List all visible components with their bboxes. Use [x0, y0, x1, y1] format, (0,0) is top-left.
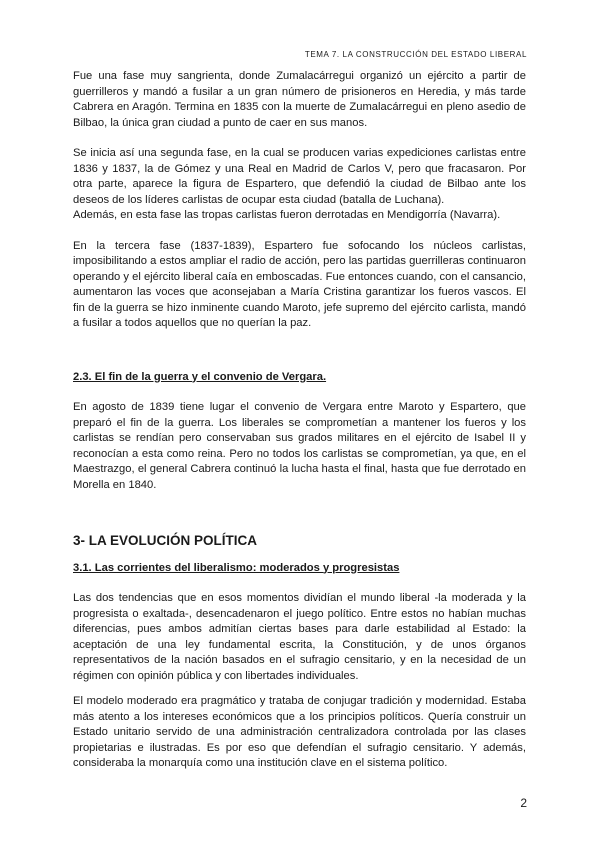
- paragraph-tendencias: Las dos tendencias que en esos momentos dividían el mundo liberal -la moderada y la progresista o exaltada-, desencadenaron el juego político. Entre estos no habían muchas diferencias, pues ambos admitían ciertas bases para darle estabilidad al Estado: la aceptación de una ley fundamental escrita, la Constitución, y de unos órganos representativos de la nación basados en el sufragio censitario, y en la necesidad de un régimen con opinión pública y con libertades individuales.: [73, 592, 526, 682]
- section-heading-evolucion-politica: 3- LA EVOLUCIÓN POLÍTICA: [73, 533, 258, 548]
- page-content: [73, 69, 526, 772]
- paragraph-mendigorria: Además, en esta fase las tropas carlistas fueron derrotadas en Mendigorría (Navarra).: [73, 209, 501, 221]
- subheading-convenio-vergara: 2.3. El fin de la guerra y el convenio de Vergara.: [73, 370, 327, 383]
- running-header: TEMA 7. LA CONSTRUCCIÓN DEL ESTADO LIBERAL: [304, 50, 527, 59]
- paragraph-first-phase: Fue una fase muy sangrienta, donde Zumalacárregui organizó un ejército a partir de guerrilleros y mandó a fusilar a un gran número de prisioneros en Heredia, y más tarde Cabrera en Aragón. Termina en 1835 con la muerte de Zumalacárregui en pleno asedio de Bilbao, la única gran ciudad a punto de caer en sus manos.: [73, 70, 526, 129]
- paragraph-convenio: En agosto de 1839 tiene lugar el convenio de Vergara entre Maroto y Espartero, que preparó el fin de la guerra. Los liberales se comprometían a mantener los fueros y los carlistas se rendían pero conservaban sus grados militares en el ejército de Isabel II y reconocían a esta como reina. Pero no todos los carlistas se comprometían, ya que, en el Maestrazgo, el general Cabrera continuó la lucha hasta el final, hasta que fue derrotado en Morella en 1840.: [73, 401, 526, 491]
- page-number: 2: [520, 796, 527, 810]
- paragraph-modelo-moderado: El modelo moderado era pragmático y trataba de conjugar tradición y modernidad. Estaba más atento a los intereses económicos que a los principios políticos. Quería construir un Estado unitario servido de una administración centralizadora controlada por las clases propietarias e ilustradas. Es por eso que defendían el sufragio censitario. Y además, consideraba la monarquía como una institución clave en el sistema político.: [73, 695, 526, 769]
- subheading-corrientes-liberalismo: 3.1. Las corrientes del liberalismo: moderados y progresistas: [73, 561, 400, 574]
- paragraph-second-phase: Se inicia así una segunda fase, en la cual se producen varias expediciones carlistas entre 1836 y 1837, la de Gómez y una Real en Madrid de Carlos V, pero que fracasaron. Por otra parte, aparece la figura de Espartero, que defendió la ciudad de Bilbao ante los deseos de los líderes carlistas de ocupar esta ciudad (batalla de Luchana).: [73, 147, 526, 206]
- paragraph-third-phase: En la tercera fase (1837-1839), Espartero fue sofocando los núcleos carlistas, imposibilitando a estos ampliar el radio de acción, pero las partidas guerrilleras continuaron operando y el ejército liberal caía en emboscadas. Fue entonces cuando, con el cansancio, aumentaron las voces que aconsejaban a María Cristina garantizar los fueros vascos. El fin de la guerra se hizo inminente cuando Maroto, jefe supremo del ejército carlista, mandó a fusilar a todos aquellos que no querían la paz.: [73, 239, 526, 329]
